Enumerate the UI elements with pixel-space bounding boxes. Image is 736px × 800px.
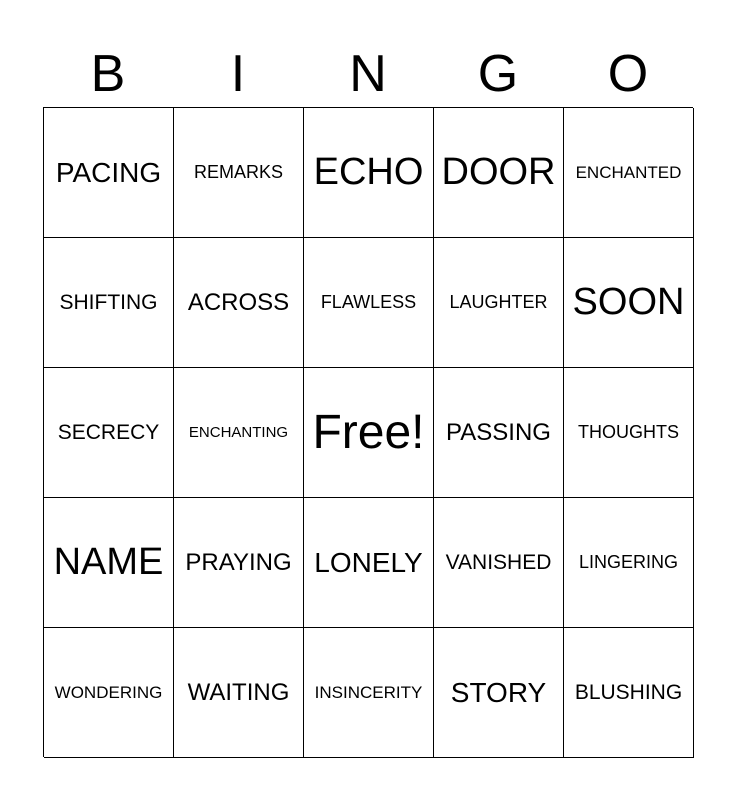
bingo-header <box>43 40 693 108</box>
bingo-cell[interactable]: NAME <box>44 498 174 628</box>
header-letter-b: B <box>90 45 126 103</box>
header-letter-g: G <box>477 45 519 103</box>
bingo-cell[interactable]: LAUGHTER <box>434 238 564 368</box>
bingo-cell[interactable]: SECRECY <box>44 368 174 498</box>
bingo-cell[interactable]: WAITING <box>174 628 304 758</box>
bingo-cell[interactable]: ACROSS <box>174 238 304 368</box>
bingo-cell[interactable]: PACING <box>44 108 174 238</box>
bingo-cell[interactable]: VANISHED <box>434 498 564 628</box>
bingo-cell[interactable]: BLUSHING <box>564 628 694 758</box>
bingo-cell[interactable]: FLAWLESS <box>304 238 434 368</box>
bingo-cell[interactable]: PRAYING <box>174 498 304 628</box>
header-letter-o: O <box>607 45 649 103</box>
header-letter-i: I <box>230 45 246 103</box>
bingo-cell[interactable]: STORY <box>434 628 564 758</box>
bingo-cell[interactable]: SHIFTING <box>44 238 174 368</box>
bingo-cell[interactable]: ENCHANTED <box>564 108 694 238</box>
bingo-cell[interactable]: PASSING <box>434 368 564 498</box>
bingo-cell[interactable]: SOON <box>564 238 694 368</box>
bingo-cell[interactable]: LONELY <box>304 498 434 628</box>
bingo-cell[interactable]: ECHO <box>304 108 434 238</box>
free-space-cell[interactable]: Free! <box>304 368 434 498</box>
bingo-cell[interactable]: LINGERING <box>564 498 694 628</box>
bingo-cell[interactable]: INSINCERITY <box>304 628 434 758</box>
bingo-cell[interactable]: ENCHANTING <box>174 368 304 498</box>
bingo-cell[interactable]: WONDERING <box>44 628 174 758</box>
header-letter-n: N <box>349 45 387 103</box>
bingo-grid <box>43 107 693 757</box>
bingo-cell[interactable]: DOOR <box>434 108 564 238</box>
bingo-cell[interactable]: THOUGHTS <box>564 368 694 498</box>
bingo-cell[interactable]: REMARKS <box>174 108 304 238</box>
